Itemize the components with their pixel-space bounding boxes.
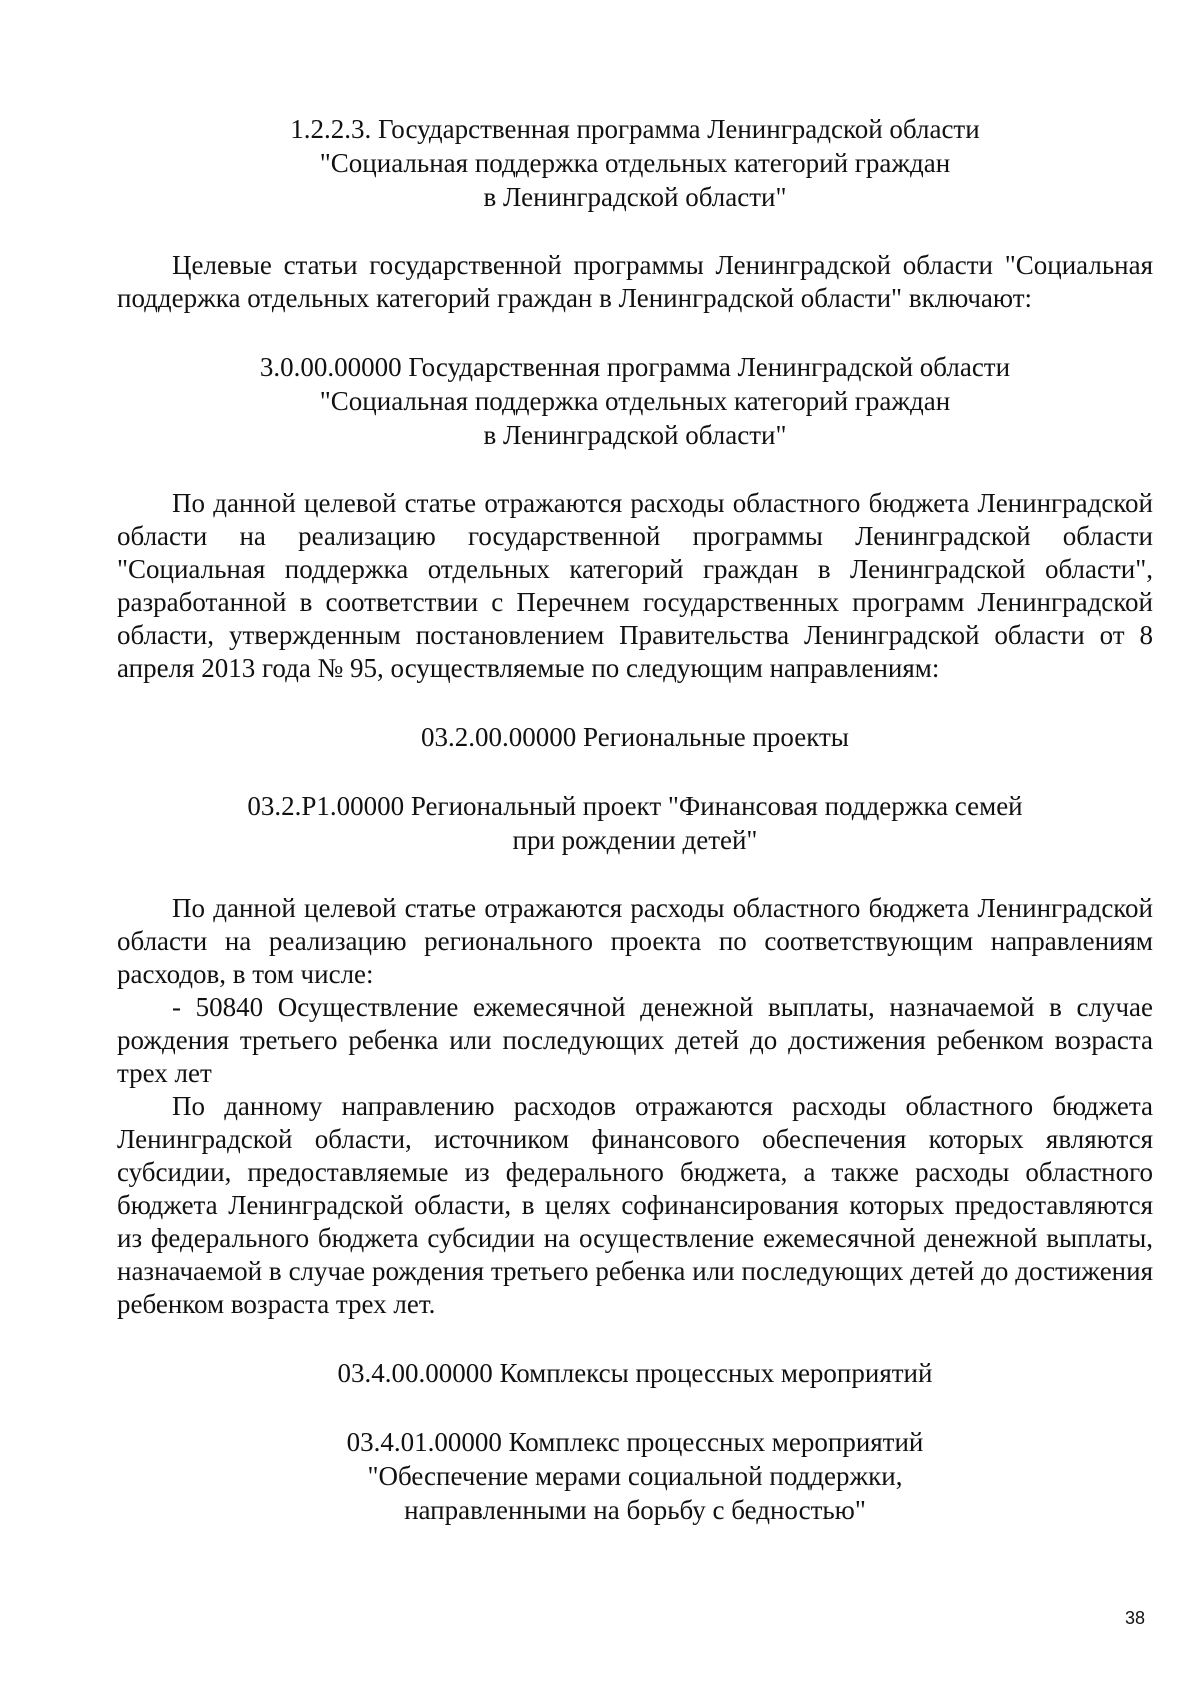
heading-line: 03.4.00.00000 Комплексы процессных мероприятий [337, 1358, 933, 1388]
heading-line: направленными на борьбу с бедностью" [404, 1495, 866, 1525]
page-number: 38 [1124, 1608, 1145, 1628]
regional-project-heading [117, 789, 1153, 857]
heading-line: в Ленинградской области" [483, 420, 787, 450]
process-complex-heading [117, 1425, 1153, 1527]
heading-line: в Ленинградской области" [483, 182, 787, 212]
paragraph-program: По данной целевой статье отражаются расходы областного бюджета Ленинградской области на реализацию государственной программы Ленинградской области "Социальная поддержка отдельных категорий граждан в Ленинградской области", разработанной в соответствии с Перечнем государственных программ Ленинградской области, утвержденным постановлением Правительства Ленинградской области от 8 апреля 2013 года № 95, осуществляемые по следующим направлениям: [117, 488, 1153, 683]
process-complexes-heading [117, 1356, 1153, 1390]
heading-line: "Социальная поддержка отдельных категорий граждан [319, 148, 951, 178]
heading-line: "Социальная поддержка отдельных категорий граждан [319, 386, 951, 416]
heading-line: "Обеспечение мерами социальной поддержки, [367, 1461, 903, 1491]
heading-line: 3.0.00.00000 Государственная программа Ленинградской области [259, 352, 1011, 382]
heading-line: при рождении детей" [512, 825, 758, 855]
regional-projects-heading [117, 720, 1153, 754]
paragraph-intro: Целевые статьи государственной программы Ленинградской области "Социальная поддержка отдельных категорий граждан в Ленинградской области" включают: [117, 250, 1153, 313]
section-heading [117, 112, 1153, 214]
paragraph-project: По данной целевой статье отражаются расходы областного бюджета Ленинградской области на реализацию регионального проекта по соответствующим направлениям расходов, в том числе: [117, 893, 1153, 989]
paragraph-expense-item: - 50840 Осуществление ежемесячной денежной выплаты, назначаемой в случае рождения третьего ребенка или последующих детей до достижения ребенком возраста трех лет [117, 992, 1153, 1088]
paragraph-expense-description: По данному направлению расходов отражаются расходы областного бюджета Ленинградской области, источником финансового обеспечения которых являются субсидии, предоставляемые из федерального бюджета, а также расходы областного бюджета Ленинградской области, в целях софинансирования которых предоставляются из федерального бюджета субсидии на осуществление ежемесячной денежной выплаты, назначаемой в случае рождения третьего ребенка или последующих детей до достижения ребенком возраста трех лет. [117, 1091, 1153, 1319]
document-page [117, 112, 1153, 1527]
heading-line: 03.4.01.00000 Комплекс процессных мероприятий [346, 1427, 924, 1457]
heading-line: 1.2.2.3. Государственная программа Ленинградской области [290, 114, 980, 144]
heading-line: 03.2.00.00000 Региональные проекты [421, 722, 849, 752]
program-heading [117, 350, 1153, 452]
heading-line: 03.2.P1.00000 Региональный проект "Финансовая поддержка семей [247, 791, 1023, 821]
